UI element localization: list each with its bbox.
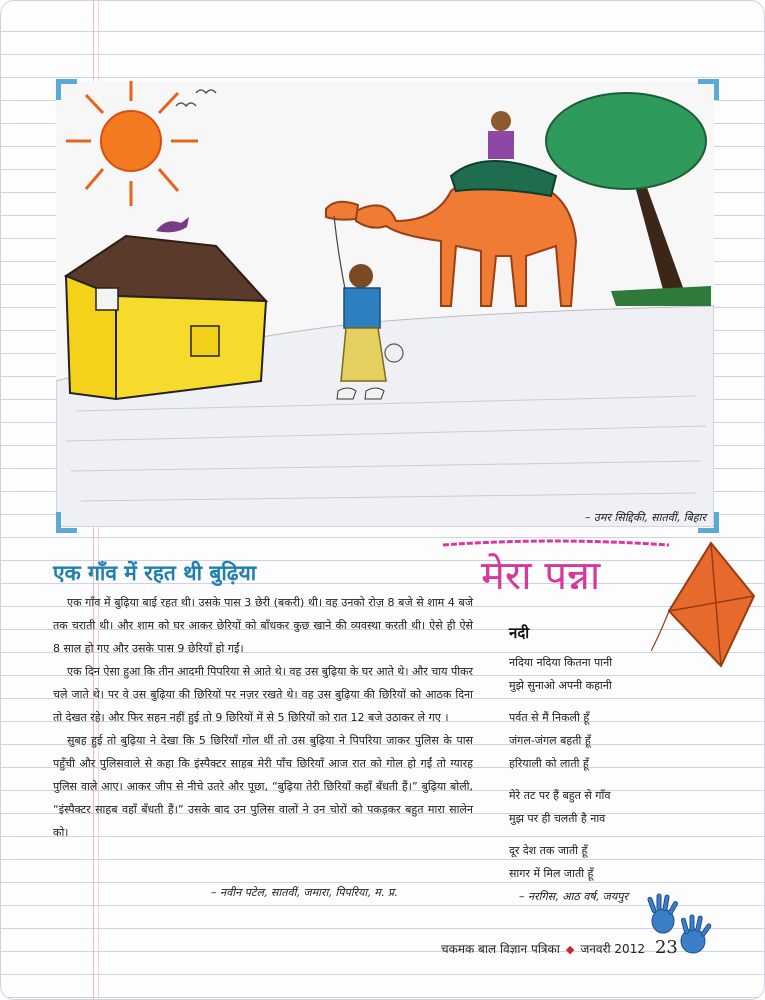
story-body	[53, 591, 473, 844]
photo-corner-bottom-left	[56, 512, 77, 533]
hut-icon	[66, 217, 266, 399]
page-footer	[441, 937, 678, 958]
poem-stanza	[509, 839, 612, 885]
poem-stanza	[509, 784, 612, 830]
poem-credit: – नरगिस, आठ वर्ष, जयपुर	[519, 890, 628, 903]
poem-line: मुझ पर ही चलती है नाव	[509, 812, 606, 825]
poem-line: सागर में मिल जाती हूँ	[509, 867, 594, 880]
poem-line: नदिया नदिया कितना पानी	[509, 656, 613, 669]
photo-corner-top-right	[698, 79, 719, 100]
magazine-name: चकमक बाल विज्ञान पत्रिका	[441, 942, 560, 956]
section-banner-text: मेरा पन्ना	[481, 553, 601, 599]
camel-drawing	[56, 81, 714, 527]
story-title: एक गाँव में रहत थी बुढ़िया	[53, 561, 257, 585]
poem-line: पर्वत से मैं निकली हूँ	[509, 711, 590, 724]
story-paragraph: एक गाँव में बुढ़िया बाई रहत थी। उसके पास 3 छेरी (बकरी) थी। वह उनको रोज़ 8 बजे से शाम 4 बजे तक चराती थी। और शाम को घर आकर छेरियों को बाँधकर कुछ खाने की व्यवस्था करती थी। ऐसे ही ऐसे 8 साल हो गए और उसके पास 9 छेरियाँ हो गईं।	[53, 596, 473, 655]
kite-drawing	[651, 541, 756, 676]
poem-line: मेरे तट पर हैं बहुत से गाँव	[509, 789, 611, 802]
poem-body	[509, 651, 612, 894]
poem-line: जंगल-जंगल बहती हूँ	[509, 734, 591, 747]
story-paragraph: एक दिन ऐसा हुआ कि तीन आदमी पिपरिया से आते थे। वह उस बुढ़िया के घर आते थे। और चाय पीकर चले जाते थे। पर वे उस बुढ़िया की छिरियों पर नज़र रखते थे। वह उस बुढ़िया की छिरियों को आठक दिना तो देखत रहे। और फिर सहन नहीं हुई तो 9 छिरियों में से 5 छिरियों को रात 12 बजे उठाकर ले गए ।	[53, 665, 473, 724]
poem-stanza	[509, 651, 612, 697]
poem-stanza	[509, 706, 612, 775]
child-drawing	[56, 81, 714, 527]
poem-line: मुझे सुनाओ अपनी कहानी	[509, 679, 612, 692]
story-paragraph: सुबह हुई तो बुढ़िया ने देखा कि 5 छिरियाँ गोल थीं तो उस बुढ़िया ने पिपरिया जाकर पुलिस के पास पहुँची और पुलिसवाले से कहा कि इंस्पैक्टर साहब मेरी पाँच छिरियाँ आज रात को गोल हो गईं तो ग्यारह पुलिस वाले आए। आकर जीप से नीचे उतरे और पूछा, “बुढ़िया तेरी छिरियाँ कहाँ बँधती हैं।” बुढ़िया बोली, “इंस्पैक्टर साहब वहाँ बँधती हैं।” उसके बाद उन पुलिस वालों ने उन चोरों को पकड़कर बहुत मारा सालेन को।	[53, 734, 473, 839]
poem-title: नदी	[509, 624, 530, 642]
story-credit: – नवीन पटेल, सातवीं, जमारा, पिपरिया, म. प्र.	[211, 886, 398, 899]
poem-line: दूर देश तक जाती हूँ	[509, 844, 588, 857]
poem-line: हरियाली को लाती हूँ	[509, 757, 589, 770]
page-number: 23	[654, 937, 678, 958]
sun-icon	[66, 81, 198, 206]
diamond-icon: ◆	[565, 943, 575, 956]
mera-panna-banner	[441, 527, 671, 607]
photo-corner-top-left	[56, 79, 77, 100]
drawing-caption: – उमर सिद्दिकी, सातवीं, बिहार	[584, 511, 706, 524]
issue-date: जनवरी 2012	[580, 942, 645, 956]
